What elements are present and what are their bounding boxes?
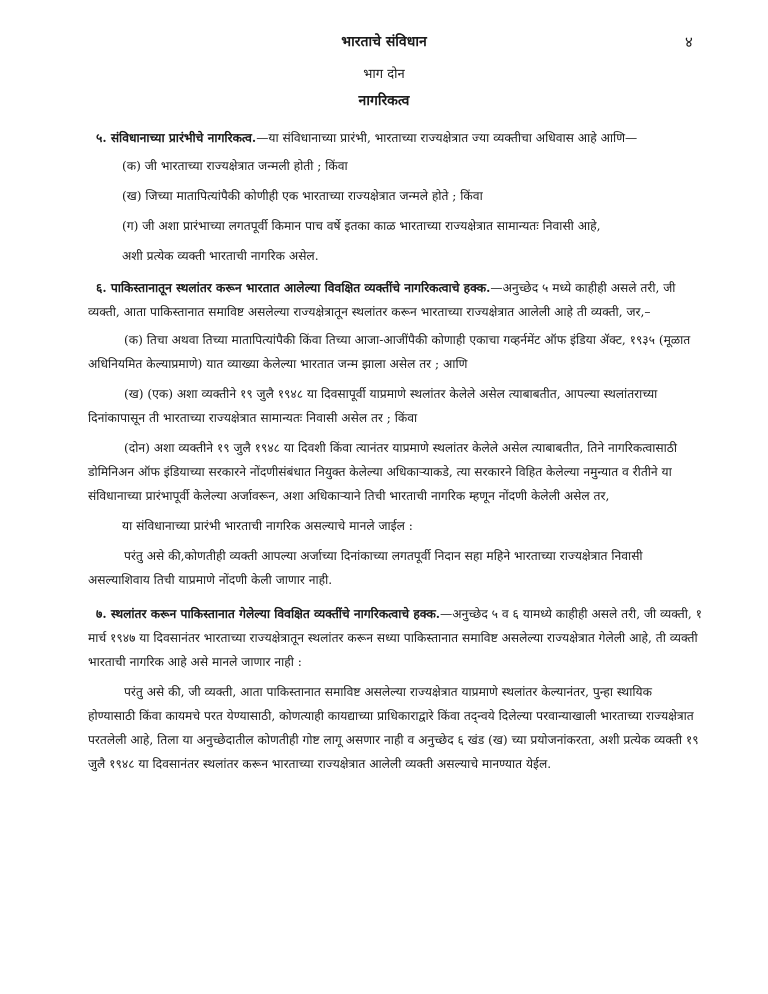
article-6-clause-ka: (क) तिचा अथवा तिच्या मातापित्यांपैकी किंवा तिच्या आजा-आजींपैकी कोणाही एकाचा गव्हर्नमेंट ऑफ इंडिया ॲक्ट, १९३५ (मूळात अधिनियमित केल्याप्रमाणे) यात व्याख्या केलेल्या भारतात जन्म झाला असेल तर ; आणि xyxy=(88,333,691,371)
article-6-closing: या संविधानाच्या प्रारंभी भारताची नागरिक असल्याचे मानले जाईल : xyxy=(122,519,413,533)
article-7-proviso: परंतु असे की, जी व्यक्ती, आता पाकिस्तानात समाविष्ट असलेल्या राज्यक्षेत्रात याप्रमाणे स्थलांतर केल्यानंतर, पुन्हा स्थायिक होण्यासाठी किंवा कायमचे परत येण्यासाठी, कोणत्याही कायद्याच्या प्राधिकाराद्वारे किंवा तद्न्वये दिलेल्या परवान्याखाली भारताच्या राज्यक्षेत्रात परतलेली आहे, तिला या अनुच्छेदातील कोणतीही गोष्ट लागू असणार नाही व अनुच्छेद ६ खंड (ख) च्या प्रयोजनांकरता, अशी प्रत्येक व्यक्ती १९ जुलै १९४८ या दिवसानंतर स्थलांतर करून भारताच्या राज्यक्षेत्रात आलेली व्यक्ती असल्याचे मानण्यात येईल. xyxy=(88,685,699,771)
article-5 xyxy=(88,126,703,150)
article-5-text: —या संविधानाच्या प्रारंभी, भारताच्या राज्यक्षेत्रात ज्या व्यक्तीचा अधिवास आहे आणि— xyxy=(256,131,638,145)
article-6-clause-kha-ek: (ख) (एक) अशा व्यक्तीने १९ जुलै १९४८ या दिवसापूर्वी याप्रमाणे स्थलांतर केलेले असेल त्याबाबतीत, आपल्या स्थलांतराच्या दिनांकापासून ती भारताच्या राज्यक्षेत्रात सामान्यतः निवासी असेल तर ; किंवा xyxy=(88,387,658,425)
part-title: नागरिकत्व xyxy=(358,93,410,109)
article-6-clause-don: (दोन) अशा व्यक्तीने १९ जुलै १९४८ या दिवशी किंवा त्यानंतर याप्रमाणे स्थलांतर केलेले असेल त्याबाबतीत, तिने नागरिकत्वासाठी डोमिनिअन ऑफ इंडियाच्या सरकारने नोंदणीसंबंधात नियुक्त केलेल्या अधिकाऱ्याकडे, त्या सरकारने विहित केलेल्या नमुन्यात व रीतीने या संविधानाच्या प्रारंभापूर्वी केलेल्या अर्जावरून, अशा अधिकाऱ्याने तिची भारताची नागरिक म्हणून नोंदणी केलेली असेल तर, xyxy=(88,441,678,503)
document-body xyxy=(88,126,703,780)
article-7 xyxy=(88,602,703,674)
article-6 xyxy=(88,276,703,324)
article-6-heading: ६. पाकिस्तानातून स्थलांतर करून भारतात आलेल्या विवक्षित व्यक्तींचे नागरिकत्वाचे हक्क. xyxy=(96,281,491,295)
article-5-clause-ga: (ग) जी अशा प्रारंभाच्या लगतपूर्वी किमान पाच वर्षे इतका काळ भारताच्या राज्यक्षेत्रात सामान्यतः निवासी आहे, xyxy=(122,219,601,233)
article-6-text: —अनुच्छेद ५ मध्ये काहीही असले तरी, जी व्यक्ती, आता पाकिस्तानात समाविष्ट असलेल्या राज्यक्षेत्रातून स्थलांतर करून भारताच्या राज्यक्षेत्रात आलेली आहे ती व्यक्ती, जर,– xyxy=(88,281,676,319)
article-7-text: —अनुच्छेद ५ व ६ यामध्ये काहीही असले तरी, जी व्यक्ती, १ मार्च १९४७ या दिवसानंतर भारताच्या राज्यक्षेत्रातून स्थलांतर करून सध्या पाकिस्तानात समाविष्ट असलेल्या राज्यक्षेत्रात गेलेली आहे, ती व्यक्ती भारताची नागरिक आहे असे मानले जाणार नाही : xyxy=(88,607,702,669)
article-5-clause-ka: (क) जी भारताच्या राज्यक्षेत्रात जन्मली होती ; किंवा xyxy=(122,159,348,173)
article-5-heading: ५. संविधानाच्या प्रारंभीचे नागरिकत्व. xyxy=(96,131,257,145)
article-5-clause-kha: (ख) जिच्या मातापित्यांपैकी कोणीही एक भारताच्या राज्यक्षेत्रात जन्मले होते ; किंवा xyxy=(122,189,483,203)
article-5-closing: अशी प्रत्येक व्यक्ती भारताची नागरिक असेल. xyxy=(122,249,319,263)
article-7-heading: ७. स्थलांतर करून पाकिस्तानात गेलेल्या विवक्षित व्यक्तींचे नागरिकत्वाचे हक्क. xyxy=(96,607,441,621)
article-6-proviso: परंतु असे की,कोणतीही व्यक्ती आपल्या अर्जाच्या दिनांकाच्या लगतपूर्वी निदान सहा महिने भारताच्या राज्यक्षेत्रात निवासी असल्याशिवाय तिची याप्रमाणे नोंदणी केली जाणार नाही. xyxy=(88,549,643,587)
part-label: भाग दोन xyxy=(363,67,405,82)
running-title: भारताचे संविधान xyxy=(341,34,427,50)
page-number: ४ xyxy=(685,33,693,51)
